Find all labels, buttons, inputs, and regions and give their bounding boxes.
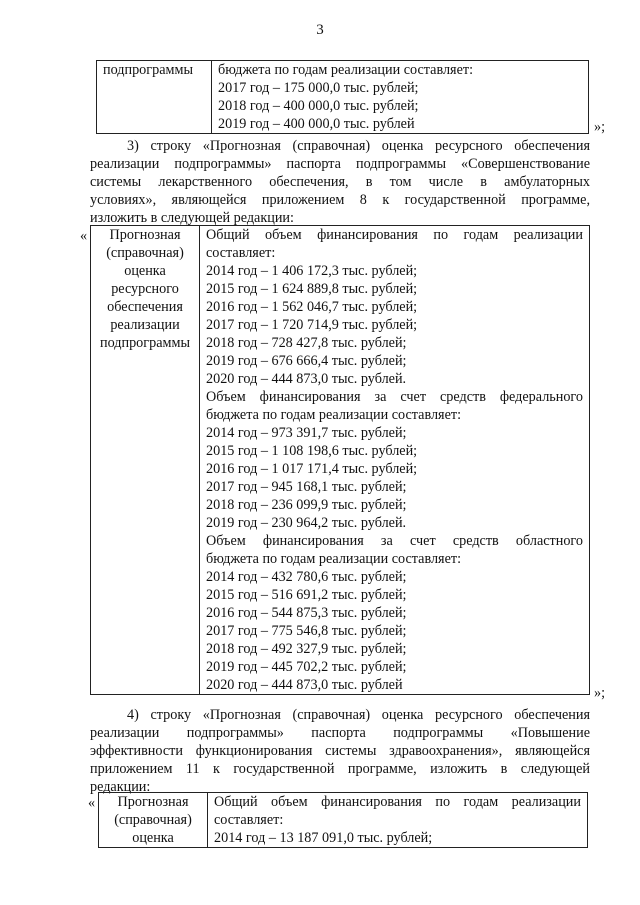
table2-line: 2017 год – 1 720 714,9 тыс. рублей;	[206, 317, 418, 333]
table2-label-line: обеспечения	[107, 299, 183, 315]
table1-line: 2017 год – 175 000,0 тыс. рублей;	[218, 80, 419, 96]
table2-line: 2014 год – 1 406 172,3 тыс. рублей;	[206, 263, 418, 279]
table2-line: 2018 год – 236 099,9 тыс. рублей;	[206, 497, 407, 513]
page-number: 3	[316, 22, 324, 38]
table2-line: 2015 год – 1 108 198,6 тыс. рублей;	[206, 443, 418, 459]
paragraph-3-line: системы лекарственного обеспечения, в том числе в амбулаторных	[90, 174, 590, 190]
table3-line: составляет:	[214, 812, 284, 828]
table1-line: 2018 год – 400 000,0 тыс. рублей;	[218, 98, 419, 114]
table3-line: 2014 год – 13 187 091,0 тыс. рублей;	[214, 830, 433, 846]
table2-line: 2020 год – 444 873,0 тыс. рублей	[206, 677, 403, 693]
table3-label-line: (справочная)	[114, 812, 192, 828]
table1-label-cell	[97, 61, 212, 134]
table2-line: Объем финансирования за счет средств областного	[206, 533, 583, 549]
paragraph-4-line: редакции:	[90, 779, 151, 795]
table2-content-cell	[200, 226, 590, 695]
table1-label: подпрограммы	[103, 62, 193, 78]
table2-line: Объем финансирования за счет средств федерального	[206, 389, 583, 405]
table3-line: Общий объем финансирования по годам реализации	[214, 794, 581, 810]
table2-line: Общий объем финансирования по годам реализации	[206, 227, 583, 243]
table1-line: бюджета по годам реализации составляет:	[218, 62, 474, 78]
table2-line: 2014 год – 973 391,7 тыс. рублей;	[206, 425, 407, 441]
table2-line: 2019 год – 676 666,4 тыс. рублей;	[206, 353, 407, 369]
table2-line: 2015 год – 516 691,2 тыс. рублей;	[206, 587, 407, 603]
table3-label-line: Прогнозная	[117, 794, 189, 810]
table3-label-cell	[99, 793, 208, 848]
table3-open-quote: «	[88, 795, 96, 811]
table2-line: 2018 год – 492 327,9 тыс. рублей;	[206, 641, 407, 657]
funding-table-continued	[96, 60, 589, 134]
funding-table-medication	[90, 225, 590, 695]
table2-line: 2020 год – 444 873,0 тыс. рублей.	[206, 371, 407, 387]
paragraph-4-line: приложением 11 к государственной программе, изложить в следующей	[90, 761, 590, 777]
paragraph-3-line: реализации подпрограммы» паспорта подпрограммы «Совершенствование	[90, 156, 590, 172]
table3-content-cell	[208, 793, 588, 848]
table2-line: 2016 год – 1 562 046,7 тыс. рублей;	[206, 299, 418, 315]
table2-line: 2019 год – 230 964,2 тыс. рублей.	[206, 515, 407, 531]
table2-line: бюджета по годам реализации составляет:	[206, 551, 462, 567]
table2-line: 2014 год – 432 780,6 тыс. рублей;	[206, 569, 407, 585]
table2-label-line: ресурсного	[111, 281, 179, 297]
paragraph-3	[90, 137, 590, 227]
paragraph-4	[90, 706, 590, 796]
paragraph-4-line: 4) строку «Прогнозная (справочная) оценка ресурсного обеспечения	[127, 707, 590, 723]
table2-label-cell	[91, 226, 200, 695]
table1-content-cell	[212, 61, 589, 134]
table1-line: 2019 год – 400 000,0 тыс. рублей	[218, 116, 415, 132]
funding-table-healthcare	[98, 792, 588, 848]
table2-line: составляет:	[206, 245, 276, 261]
table2-label-line: подпрограммы	[100, 335, 190, 351]
paragraph-3-line: изложить в следующей редакции:	[90, 210, 294, 226]
table2-close-quote: »;	[594, 685, 606, 701]
table2-line: 2016 год – 544 875,3 тыс. рублей;	[206, 605, 407, 621]
table2-label-line: (справочная)	[106, 245, 184, 261]
table2-line: 2019 год – 445 702,2 тыс. рублей;	[206, 659, 407, 675]
table2-label-line: оценка	[124, 263, 166, 279]
table2-label-line: Прогнозная	[109, 227, 181, 243]
paragraph-3-line: 3) строку «Прогнозная (справочная) оценка ресурсного обеспечения	[127, 138, 590, 154]
paragraph-3-line: условиях», являющейся приложением 8 к государственной программе,	[90, 192, 590, 208]
table2-label-line: реализации	[110, 317, 180, 333]
table2-line: бюджета по годам реализации составляет:	[206, 407, 462, 423]
table2-line: 2017 год – 775 546,8 тыс. рублей;	[206, 623, 407, 639]
table2-line: 2018 год – 728 427,8 тыс. рублей;	[206, 335, 407, 351]
table1-close-quote: »;	[594, 119, 606, 135]
paragraph-4-line: эффективности функционирования системы здравоохранения», являющейся	[90, 743, 590, 759]
table3-label-line: оценка	[132, 830, 174, 846]
table2-open-quote: «	[80, 228, 88, 244]
table2-line: 2017 год – 945 168,1 тыс. рублей;	[206, 479, 407, 495]
table2-line: 2015 год – 1 624 889,8 тыс. рублей;	[206, 281, 418, 297]
paragraph-4-line: реализации подпрограммы» паспорта подпрограммы «Повышение	[90, 725, 590, 741]
table2-line: 2016 год – 1 017 171,4 тыс. рублей;	[206, 461, 418, 477]
